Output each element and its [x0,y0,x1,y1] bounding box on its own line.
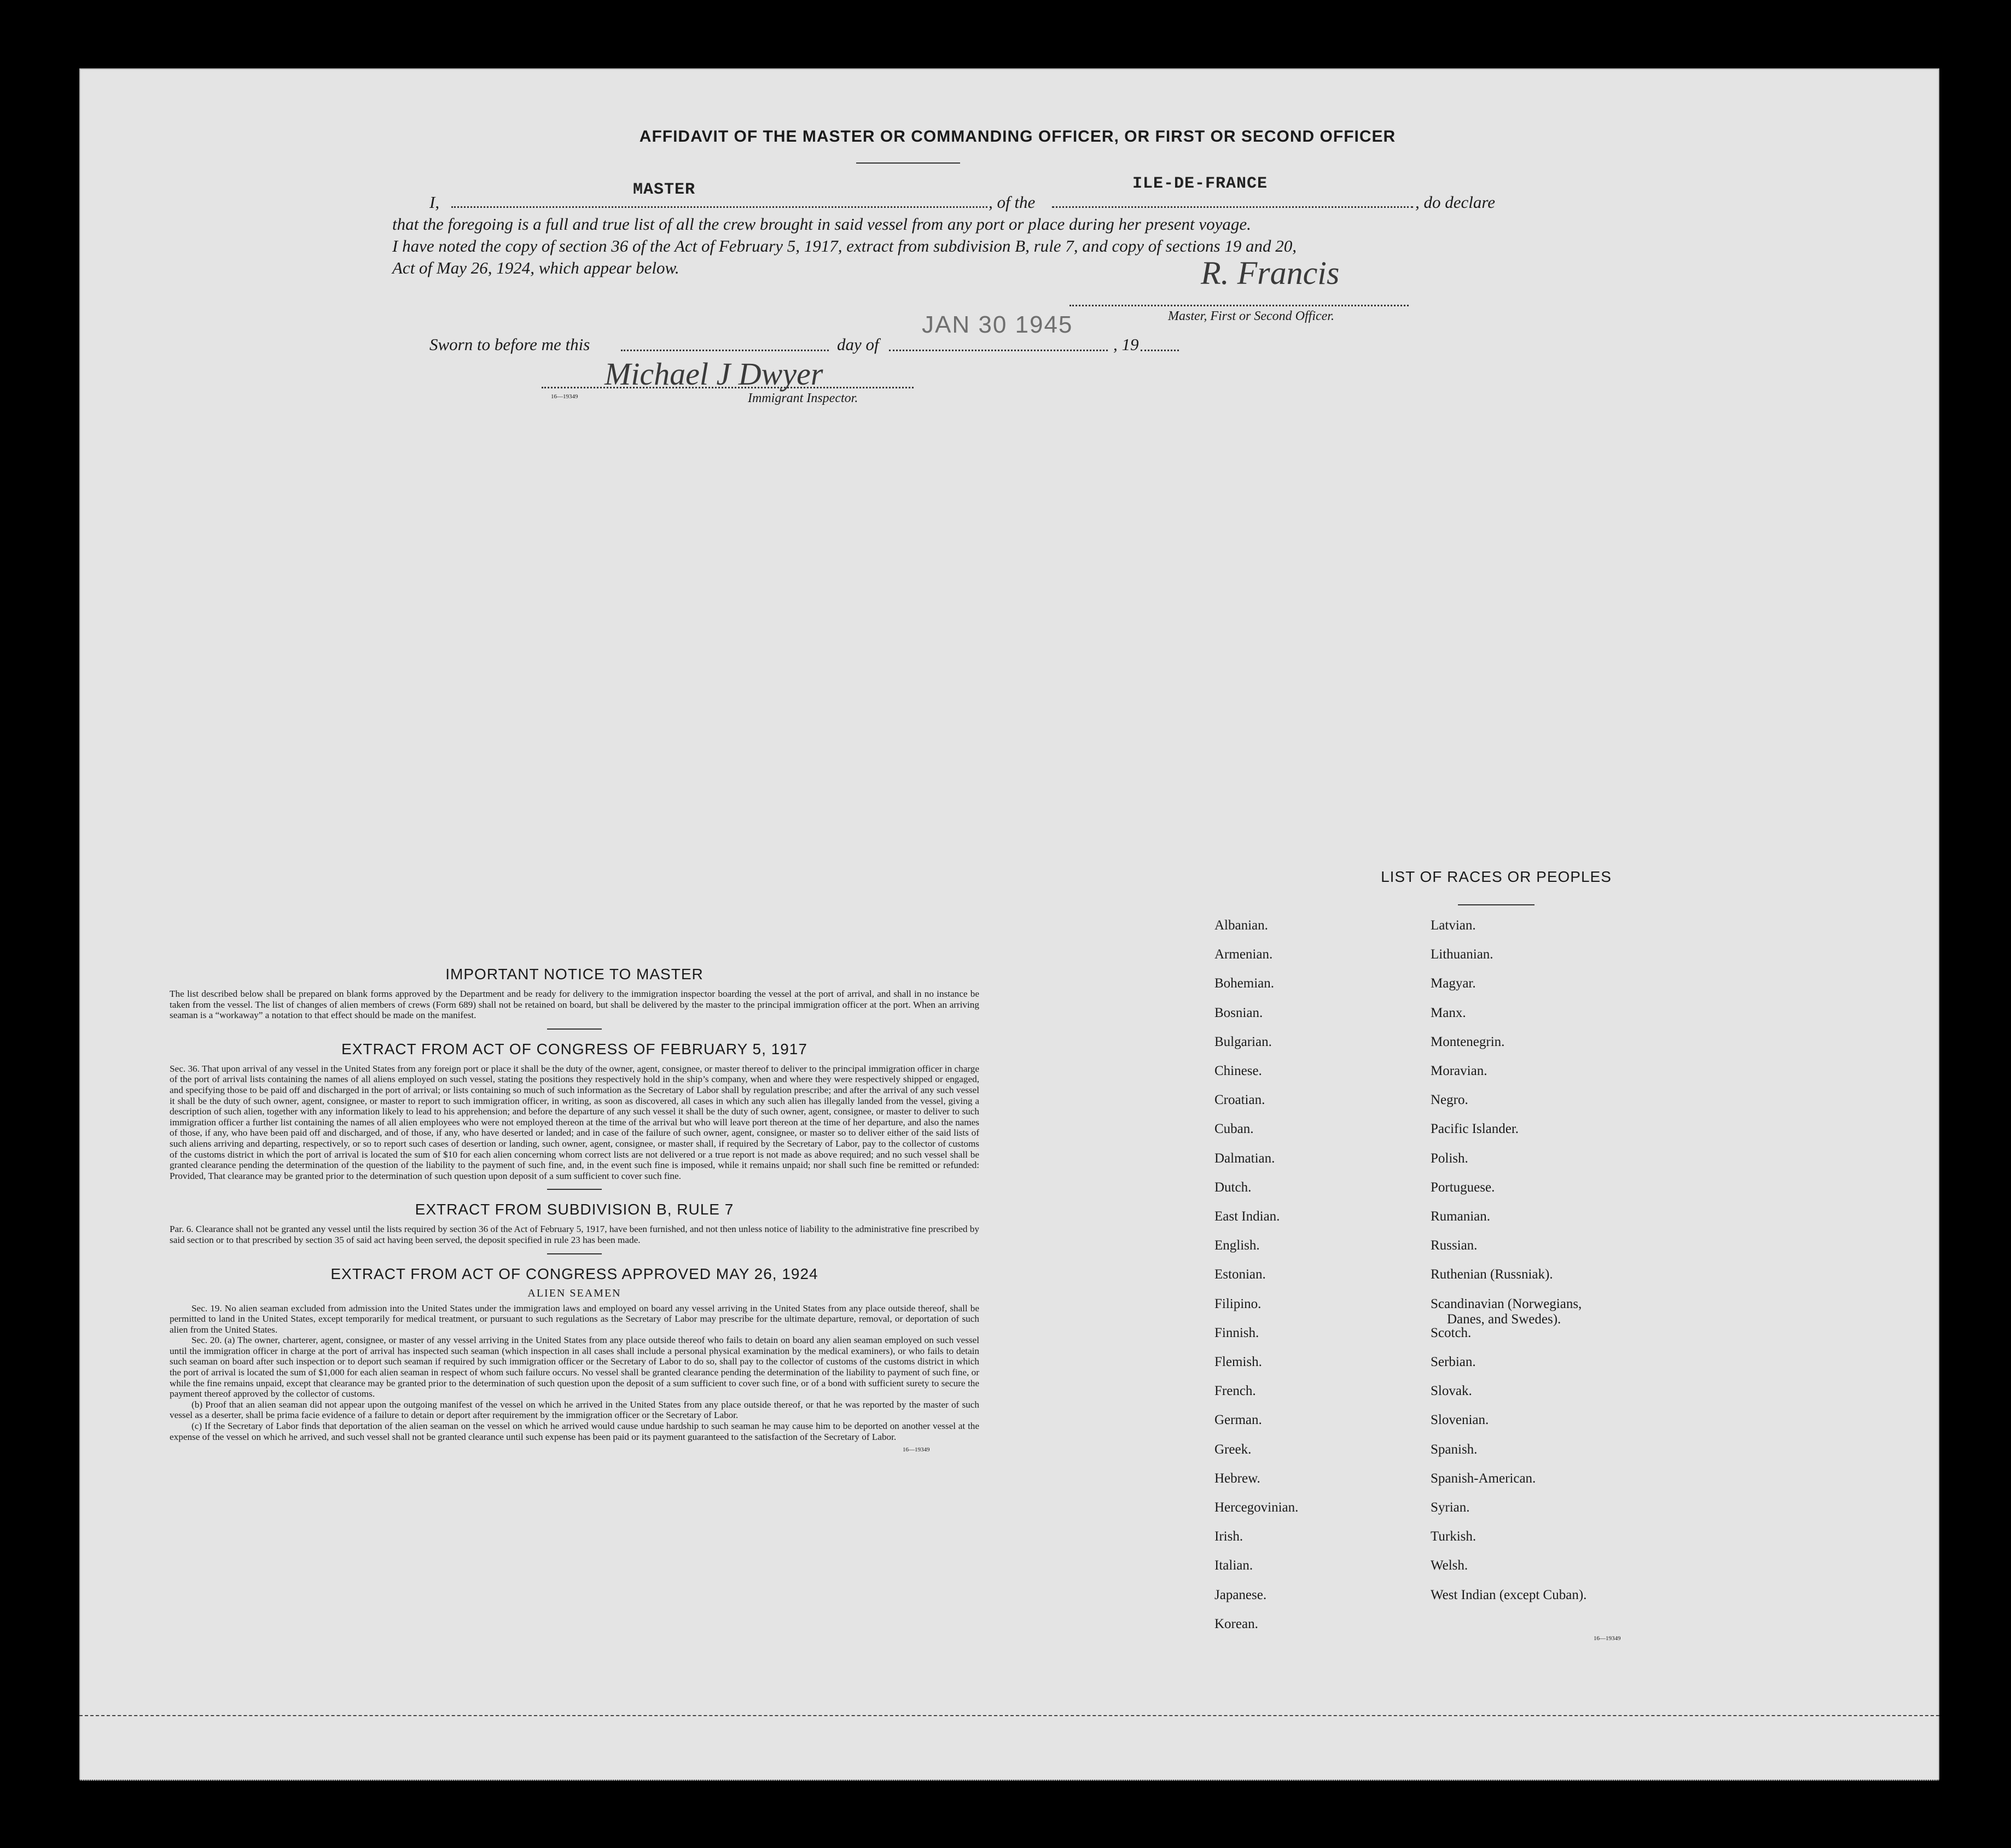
race-item: Montenegrin. [1431,1034,1505,1049]
race-item: Cuban. [1214,1121,1254,1137]
race-item: Greek. [1214,1442,1252,1457]
race-item: Slovak. [1431,1384,1472,1399]
races-divider [1458,904,1535,905]
race-item: Negro. [1431,1092,1468,1108]
race-item: East Indian. [1214,1209,1280,1224]
notice-text: The list described below shall be prepared on blank forms approved by the Department and be ready for delivery to the immigration inspector boarding the vessel at the port of arrival, and shall in no instance be taken from the vessel. The list of changes of alien members of crews (Form 689) shall not be retained on board, but shall be delivered by the master to the principal immigration officer at the port. When an arriving seaman is a “workaway” a notation to that effect should be made on the manifest. [170,989,979,1021]
race-item: Magyar. [1431,976,1476,991]
race-item: Hercegovinian. [1214,1500,1299,1515]
sec-20c-text: (c) If the Secretary of Labor finds that deportation of the alien seaman on the vessel on which he arrived would cause undue hardship to such seaman he may cause him to be deported on another vessel at the expense of the vessel on which he arrived, and such vessel shall not be granted clearance until such expense has been paid or its payment guaranteed to the satisfaction of the Secretary of Labor. [170,1421,979,1442]
race-item: Armenian. [1214,947,1273,962]
race-item: Irish. [1214,1529,1243,1544]
race-item: Dalmatian. [1214,1150,1275,1166]
race-item: Bosnian. [1214,1005,1263,1020]
race-item: Danes, and Swedes). [1447,1311,1561,1327]
inspector-signature-line [542,387,914,388]
year-label: , 19 [1113,335,1139,354]
race-item: Bohemian. [1214,976,1275,991]
race-item: Moravian. [1431,1064,1487,1078]
officer-title: MASTER [633,181,696,199]
race-item: Pacific Islander. [1431,1121,1519,1137]
race-item: Finnish. [1214,1325,1259,1340]
race-item: Scotch. [1431,1325,1472,1340]
race-item: Serbian. [1431,1355,1476,1369]
sec-20b-text: (b) Proof that an alien seaman did not appear upon the outgoing manifest of the vessel on which he arrived in the United States from any place outside thereof, or that he was reported by the master of such vessel as a deserter, shall be prima facie evidence of a failure to detain or deport after requirement by the immigration officer or the Secretary of Labor. [170,1399,979,1421]
race-item: Korean. [1214,1616,1258,1631]
affidavit-title: AFFIDAVIT OF THE MASTER OR COMMANDING OFFICER, OR FIRST OR SECOND OFFICER [639,127,1396,146]
race-item: Rumanian. [1431,1209,1491,1224]
notice-heading: IMPORTANT NOTICE TO MASTER [445,966,704,983]
race-item: Croatian. [1214,1092,1265,1108]
race-item: Estonian. [1214,1267,1266,1282]
affidavit-i-label: I, [429,193,440,212]
extract-1917-text: Sec. 36. That upon arrival of any vessel in the United States from any foreign port or place it shall be the duty of the owner, agent, consignee, or master thereof to deliver to the principal immigration officer in charge of the port of arrival lists containing the names of all aliens employed on such vessel, stating the positions they respectively hold in the ship’s company, when and where they were respectively shipped or engaged, and specifying those to be paid off and discharged in the port of arrival; or lists containing so much of such information as the Secretary of Labor shall by regulation prescribe; and after the arrival of any such vessel it shall be the duty of such owner, agent, consignee, or master to report to such immigration officer, in writing, as soon as discovered, all cases in which any such alien has illegally landed from the vessel, giving a description of such alien, together with any information likely to lead to his apprehension; and before the departure of any such vessel it shall be the duty of such owner, agent, consignee, or master to deliver to such immigration officer a further list containing the names of all alien employees who were not employed thereon at the time of the arrival but who will leave port thereon at the time of her departure, and also the names of those, if any, who have been paid off and discharged, and of those, if any, who have deserted or landed; and in case of the failure of such owner, agent, consignee, or master so to deliver either of the said lists of such aliens arriving and departing, respectively, or so to report such cases of desertion or landing, such owner, agent, consignee, or master shall, if required by the Secretary of Labor, pay to the collector of customs of the customs district in which the port of arrival is located the sum of $10 for each alien concerning whom correct lists are not delivered or a true report is not made as above required; and no such vessel shall be granted clearance pending the determination of the question of the liability to the payment of such fine, and, in the event such fine is imposed, while it remains unpaid; nor shall such fine be remitted or refunded: Provided, That clearance may be granted prior to the determination of such question upon deposit of a sum sufficient to cover such fine. [170,1063,979,1181]
year-line [1141,350,1179,351]
inspector-signature: Michael J Dwyer [605,356,823,392]
race-item: Spanish-American. [1431,1471,1536,1486]
race-item: Portuguese. [1431,1179,1495,1195]
section-divider [547,1253,602,1254]
race-item: French. [1214,1384,1256,1399]
race-item: Manx. [1431,1005,1466,1020]
sec-20a-text: Sec. 20. (a) The owner, charterer, agent, consignee, or master of any vessel arriving in the United States from any place outside thereof who fails to detain on board any alien seaman employed on such vessel until the immigration officer in charge at the port of arrival has inspected such seaman (which inspection in all cases shall include a personal physical examination by the medical examiners), or who fails to detain such seaman on board after such inspection or to deport such seaman if required by such immigration officer or the Secretary of Labor to do so, shall pay to the collector of customs of the customs district in which the port of arrival is located the sum of $1,000 for each alien seaman in respect of whom such failure occurs. No vessel shall be granted clearance pending the determination of the liability to payment of such fine, or while the fine remains unpaid, except that clearance may be granted prior to the determination of such question upon the deposit of a sum sufficient to cover such fine, or of a bond with sufficient surety to secure the payment thereof approved by the collector of customs. [170,1335,979,1399]
race-item: Filipino. [1214,1296,1262,1311]
race-item: Syrian. [1431,1500,1470,1515]
race-item: Albanian. [1214,918,1268,933]
race-item: Spanish. [1431,1442,1478,1457]
alien-seamen-subheading: ALIEN SEAMEN [527,1287,621,1299]
race-item: Ruthenian (Russniak). [1431,1267,1553,1282]
edge-marks [79,1715,1939,1716]
extract-1924-heading: EXTRACT FROM ACT OF CONGRESS APPROVED MAY 26, 1924 [330,1265,818,1282]
race-item: Latvian. [1431,918,1476,933]
race-item: Hebrew. [1214,1471,1260,1486]
subdivision-b-heading: EXTRACT FROM SUBDIVISION B, RULE 7 [415,1201,734,1218]
vessel-name-line [1052,206,1413,208]
race-item: Lithuanian. [1431,947,1493,962]
race-item: Polish. [1431,1150,1468,1166]
vessel-name: ILE-DE-FRANCE [1132,175,1268,193]
race-item: Dutch. [1214,1179,1252,1195]
inspector-caption: Immigrant Inspector. [748,391,858,405]
affidavit-line-4: Act of May 26, 1924, which appear below. [392,258,679,277]
notice-section [170,966,979,1453]
race-item: Flemish. [1214,1355,1262,1369]
race-item: West Indian (except Cuban). [1431,1587,1587,1602]
section-divider [547,1189,602,1190]
officer-title-line [451,206,987,208]
race-item: Bulgarian. [1214,1034,1272,1049]
races-heading: LIST OF RACES OR PEOPLES [1381,868,1612,885]
section-divider [547,1028,602,1030]
date-stamp: JAN 30 1945 [922,311,1073,338]
master-signature: R. Francis [1201,255,1340,291]
affidavit-line-2: that the foregoing is a full and true list of all the crew brought in said vessel from any port or place during her present voyage. [392,214,1251,234]
form-number: 16—19349 [903,1446,930,1454]
race-item: English. [1214,1238,1260,1253]
race-item: Russian. [1431,1238,1478,1253]
sec-19-text: Sec. 19. No alien seaman excluded from admission into the United States under the immigration laws and employed on board any vessel arriving in the United States from any place outside thereof, shall be permitted to land in the United States, except temporarily for medical treatment, or pursuant to such regulations as the Secretary of Labor may prescribe for the ultimate departure, removal, or deportation of such alien from the United States. [170,1303,979,1335]
master-signature-line [1070,305,1409,306]
race-item: Japanese. [1214,1587,1267,1602]
subdivision-b-text: Par. 6. Clearance shall not be granted any vessel until the lists required by section 36 of the Act of February 5, 1917, have been furnished, and not then unless notice of liability to the administrative fine prescribed by said section or to that prescribed by section 35 of said act having been served, the deposit specified in rule 23 has been made. [170,1224,979,1245]
affidavit-line-3: I have noted the copy of section 36 of the Act of February 5, 1917, extract from subdivision B, rule 7, and copy of sections 19 and 20, [392,236,1297,255]
of-the-label: , of the [989,193,1036,212]
extract-1917-heading: EXTRACT FROM ACT OF CONGRESS OF FEBRUARY 5, 1917 [341,1040,807,1057]
race-item: Slovenian. [1431,1413,1489,1428]
form-number: 16—19349 [551,393,578,400]
title-divider [856,162,960,164]
form-number: 16—19349 [1594,1635,1621,1642]
race-item: German. [1214,1413,1262,1428]
day-of-label: day of [837,335,879,354]
document-page [79,68,1939,1781]
master-caption: Master, First or Second Officer. [1168,309,1334,323]
sworn-label: Sworn to before me this [429,335,590,354]
race-item: Turkish. [1431,1529,1477,1544]
race-item: Scandinavian (Norwegians, [1431,1296,1582,1311]
month-line [889,350,1108,351]
race-item: Welsh. [1431,1558,1468,1573]
edge-marks [79,1780,1939,1781]
race-item: Italian. [1214,1558,1253,1573]
race-item: Chinese. [1214,1064,1262,1078]
day-line [621,350,829,351]
do-declare-label: , do declare [1415,193,1496,212]
